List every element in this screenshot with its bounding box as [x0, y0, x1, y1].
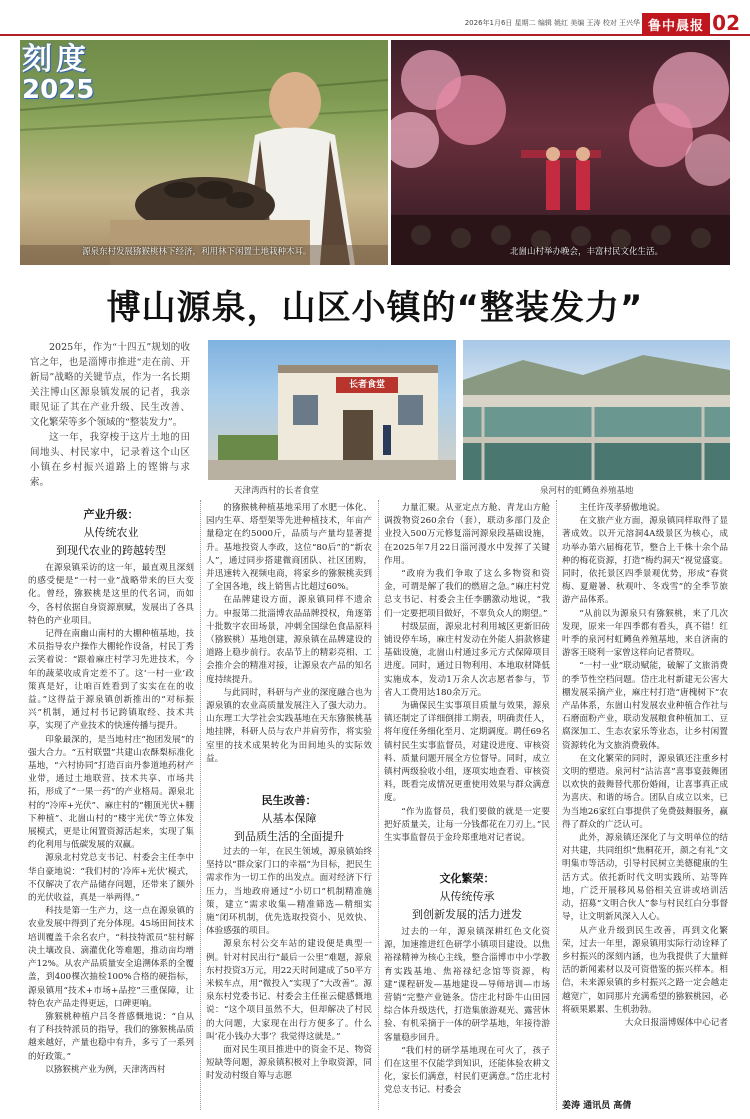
- column-divider: [378, 500, 379, 1110]
- paragraph: “我们村的研学基地现在可火了，孩子们在这里不仅能学到知识，还能体验农耕文化，家长们满意，村民们更满意。”岱庄北村党总支书记、村委会: [384, 1045, 550, 1096]
- badge-line2: 2025: [22, 75, 95, 105]
- canteen-sign: 长者食堂: [336, 377, 398, 393]
- column-divider: [200, 500, 201, 1110]
- paragraph: 在文旅产业方面，源泉镇同样取得了显著成效。以开元溶洞4A级景区为核心，成功举办第六届梅花节，整合上千株十余个品种的梅花资源，打造“梅约洞天”视觉盛宴。同时，依托景区四季景观优势，形成“春赏梅、夏避暑、秋观叶、冬戏雪”的全季节旅游产品体系。: [562, 516, 728, 606]
- section-heading-culture: [384, 870, 550, 922]
- paragraph: 记得在南幽山南村的大棚种植基地，技术员指导农户操作大棚轮作设备，村民丁秀云笑着说：“跟着麻庄村学习先进技术，今年的蔬菜收成肯定差不了。这‘一村一业’政策真是好，让咱百姓看到了实实在在的收益。”这得益于源泉镇创新推出的“对标振兴”机制，通过村书记跨镇取经、技术共享，实现了产业技术的快速传播与提升。: [28, 629, 194, 732]
- masthead-logo: 鲁中晨报: [642, 13, 710, 36]
- section-subtitle: 从传统传承: [439, 890, 495, 903]
- photo-elderly-canteen: [208, 340, 456, 480]
- trout-farm-illustration: [463, 340, 730, 480]
- paragraph: 在源泉镇采访的这一年，最直观且深刻的感受便是“一村一业”战略带来的巨大变化。曾经，猕猴桃是这里的代名词，而如今，各村依据自身资源禀赋，发展出了各具特色的产业项目。: [28, 563, 194, 626]
- paragraph: 在品牌建设方面，源泉镇同样不遗余力。申报第二批淄博农品品牌授权，角逐第十批数字农田场景，冲刺全国绿色食品原料（猕猴桃）基地创建，源泉镇在品牌建设的道路上稳步前行。农品节上的精彩亮相、工会推介会的精准对接，让源泉农产品的知名度持续提升。: [206, 595, 372, 685]
- section-heading-livelihood: [206, 792, 372, 844]
- paragraph: 过去的一年，源泉镇深耕红色文化资源，加速推进红色研学小镇项目建设。以焦裕禄精神为核心主线，整合淄博市中小学教育实践基地、焦裕禄纪念馆等资源，构建“课程研发—基地建设—导师培训—市场营销”完整产业链条。岱庄北村卧牛山田园综合体升级迭代，打造集旅游观光、露营休验、有机采摘于一体的研学基地，年接待游客量稳步回升。: [384, 927, 550, 1043]
- paragraph: “政府为我们争取了这么多物资和资金，可谓是解了我们的燃眉之急。”麻庄村党总支书记、村委会主任李鹏激动地说，“我们一定要把项目做好，不辜负众人的期望。”: [384, 569, 550, 619]
- header-info: 2026年1月6日 星期二 编辑 姚红 美编 王涛 校对 王兴华: [464, 19, 640, 27]
- paragraph: 的猕猴桃种植基地采用了水肥一体化、园内生草、塔型架等先进种植技术，年亩产量稳定在约5000斤，品质与产量均显著提升。基地投资人李政，这位“80后”的“新农人”，通过同步搭建微商团队、社区团购，并迅速转入视频电商，将家乡的猕猴桃卖到了全国各地，线上销售占比超过60%。: [206, 503, 372, 593]
- article-column-2b: [206, 846, 372, 1114]
- year-badge: [22, 44, 94, 104]
- paragraph: 大众日报淄博媒体中心记者: [624, 1017, 728, 1028]
- paragraph: 主任许茂孝骄傲地说。: [579, 503, 666, 513]
- intro-text: [30, 340, 190, 490]
- canteen-illustration: [208, 340, 456, 480]
- gala-illustration: [391, 40, 730, 265]
- photo-trout-farm: [463, 340, 730, 480]
- paragraph: 源泉东村公交车站的建设便是典型一例。针对村民出行“最后一公里”难题，源泉东村投资3万元，用22天时间建成了50平方米候车点，用“微投入”实现了“大改善”。源泉东村党委书记、村委会主任崔云健感慨地说：“这个项目虽然不大，但却解决了村民的大问题，大家现在出行方便多了。什么叫‘花小钱办大事’？我觉得这就是。”: [206, 939, 372, 1042]
- section-subtitle: 从传统农业: [83, 526, 139, 539]
- caption-mid-left: 天津湾西村的长者食堂: [234, 486, 320, 496]
- section-subtitle: 到创新发展的活力迸发: [412, 908, 522, 921]
- section-title: 民生改善：: [261, 794, 317, 807]
- article-column-3b: [384, 926, 550, 1114]
- byline: 姜涛 通讯员 高倩: [562, 1101, 632, 1111]
- paragraph: 科技是第一生产力，这一点在源泉镇的农业发展中得到了充分体现。45场田间技术培训覆盖千余名农户，“科技特派员”驻村解决土壤改良、滴灌优化等难题，推动亩均增产12%。从农产品质量安全追溯体系的全覆盖，到400棵次抽检100%合格的硬指标，源泉镇用“技术+市场+品控”三重保障，让特色农产品走得更远，口碑更响。: [28, 906, 194, 1009]
- badge-line1: 刻度: [22, 42, 90, 77]
- intro-p1: 2025年，作为“十四五”规划的收官之年，也是淄博市推进“走在前、开新局”战略的关键节点，作为一名长期关注博山区源泉镇发展的记者，我亲眼见证了其在产业升级、民生改善、文化繁荣等多个领域的“整装发力”。: [30, 342, 190, 428]
- paragraph: 此外，源泉镇还深化了与文明单位的结对共建，共同组织“焦桐花开，颜之有礼”文明集市等活动，引导村民树立美德健康的生活方式。依托新时代文明实践所、站等阵地，广泛开展移风易俗相关宣讲或培训活动，招募“文明合伙人”参与村民红白分事督导，让文明新风深入人心。: [562, 833, 728, 923]
- paragraph: 村级层面，源泉北村利用城区更新旧砖铺设停车场，麻庄村发动在外能人捐款修建基础设施，北崮山村通过多元方式保障项目进度。同时，通过日物利用、本地取材降低实施成本，发动1万余人次志愿者参与，节省人工费用达180余万元。: [384, 621, 550, 698]
- paragraph: 源泉北村党总支书记、村委会主任李中华自豪地说：“我们村的‘冷库+光伏’模式，不仅解决了农产品储存问题，还带来了额外的光伏收益，真是一举两得。”: [28, 853, 194, 904]
- page-number: 02: [712, 11, 740, 35]
- paragraph: “从前以为源泉只有猕猴桃，来了几次发现，原来一年四季都有看头，真不错！红叶季的泉河村虹鳟鱼养殖基地，来自济南的游客王晓利一家曾这样向记者赞叹。: [562, 608, 728, 659]
- intro-p2: 这一年，我穿梭于这片土地的田间地头、村民家中，记录着这个山区小镇在乡村振兴道路上的铿锵与求索。: [30, 432, 190, 488]
- section-title: 产业升级：: [83, 508, 139, 521]
- paragraph: 猕猴桃种植户吕冬普感慨地说：“自从有了科技特派员的指导，我们的猕猴桃品质越来越好，产量也稳中有升，多亏了一系列的好政策。”: [28, 1011, 194, 1062]
- section-heading-industry: [28, 506, 194, 558]
- paragraph: 力量汇聚。从亚定点方舱、青龙山方舱调拨物资260余台（套），联动多部门及企业投入500万元修复淄河源泉段基础设施，在2025年7月22日淄河漫水中发挥了关键作用。: [384, 503, 550, 566]
- paragraph: “作为监督员，我们要做的就是一定要把好质量关，让每一分钱都花在刀刃上。”民生实事监督员于金玲郑重地对记者说。: [384, 806, 550, 844]
- paragraph: 在文化繁荣的同时，源泉镇还注重乡村文明的塑造。泉河村“沾沾喜”喜事宴鼓舞团以欢快的鼓舞替代那份婚闹，让喜事真正成为喜庆、和谐的场合。团队自成立以来，已为当地26家红白事提供了免费鼓舞服务，赢得了群众的广泛认可。: [562, 753, 728, 830]
- paragraph: 面对民生项目推进中的资金不足、物资短缺等问题，源泉镇积极对上争取资源，同时发动村级自筹与志愿: [206, 1045, 372, 1082]
- caption-top-right: 北崮山村举办晚会，丰富村民文化生活。: [510, 247, 664, 257]
- paragraph: “一村一业”联动赋能，破解了文旅消费的季节性空档问题。岱庄北村新建无公害大棚发展采摘产业，麻庄村打造“唐槐树下”农产品体系，东崮山村发展农业种植合作社与石磨面粉产业，联动发展粮食种植加工、豆腐深加工、生态农家乐等业态，让乡村闲置资源转化为文旅消费载体。: [562, 661, 728, 751]
- article-column-4: [562, 502, 728, 1096]
- paragraph: 为确保民生实事项目质量与效果，源泉镇还制定了详细倒排工期表，明确责任人，将年度任务细化至月、定期调度。聘任69名镇村民生实事监督员，对建设进度、审核资料、质量问题开展全方位督导。同时，成立镇村两级验收小组，逐项实地查看、审核资料，既看完成情况更重使用效果与群众满意度。: [384, 701, 550, 804]
- article-column-2a: [206, 502, 372, 782]
- column-divider: [556, 500, 557, 1110]
- paragraph: 以猕猴桃产业为例，天津湾西村: [45, 1064, 166, 1075]
- photo-village-gala: [391, 40, 730, 265]
- section-subtitle: 到现代农业的跨越转型: [56, 544, 166, 557]
- main-headline: 博山源泉，山区小镇的“整装发力”: [106, 288, 644, 328]
- caption-top-left: 源泉东村发展猕猴桃林下经济，利用林下闲置土地栽种木耳。: [82, 247, 312, 257]
- article-column-3a: [384, 502, 550, 854]
- article-column-1: [28, 562, 194, 1114]
- paragraph: 过去的一年，在民生领域，源泉镇始终坚持以“群众家门口的幸福”为目标，把民生需求作为一切工作的出发点。面对经济下行压力，当地政府通过“小切口”机制精准施策，建立“需求收集—精准筛选—精细实施”闭环机制，优先选取投资小、见效快、体验感强的项目。: [206, 847, 372, 937]
- caption-mid-right: 泉河村的虹鳟鱼养殖基地: [540, 486, 634, 496]
- paragraph: 与此同时，科研与产业的深度融合也为源泉镇的农业高质量发展注入了强大动力。山东理工大学社会实践基地在天东猕猴桃基地挂牌，科研人员与农户并肩劳作，将实验室里的技术成果转化为田间地头的实际效益。: [206, 687, 372, 764]
- section-subtitle: 到品质生活的全面提升: [234, 830, 344, 843]
- section-title: 文化繁荣：: [439, 872, 495, 885]
- paragraph: 印象最深的，是当地村庄“抱团发展”的强大合力。“五村联盟”共建山农酥梨标准化基地，“六村协同”打造百亩丹参道地药材产业带，通过土地联营、技术共享、市场共拓，形成了“一果一药”的产业格局。源泉北村的“冷库+光伏”、麻庄村的“棚顶光伏+棚下种植”、北崮山村的“楼宇光伏”等立体发展模式，更是让闲置资源活起来，实现了集约化利用与低碳发展的双赢。: [28, 734, 194, 851]
- section-subtitle: 从基本保障: [261, 812, 317, 825]
- paragraph: 从产业升级到民生改善，再到文化繁荣，过去一年里，源泉镇用实际行动诠释了乡村振兴的深刻内涵，也为我提供了大量鲜活的新闻素材以及可资借鉴的振兴样本。相信，未来源泉镇的乡村振兴之路一定会越走越宽广，如同那片充满希望的猕猴桃园，必将硕果累累、生机勃勃。: [562, 925, 728, 1015]
